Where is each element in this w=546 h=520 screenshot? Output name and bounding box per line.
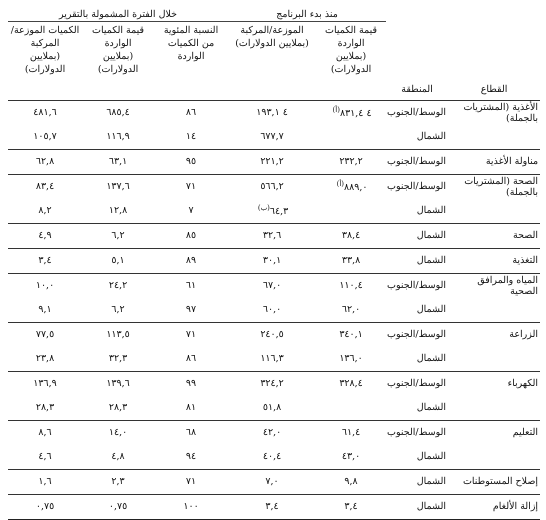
cell-percent-text: ٨٥ [185,230,197,241]
cell-received-text: ٢٣٢,٢ [339,156,363,167]
footnote-marker: (أ) [336,179,345,188]
header-line: (بملايين [29,51,61,62]
cell-region-text: الوسط/الجنوب [387,280,447,291]
cell-sector [448,322,540,347]
col-value-received-period [82,22,154,101]
cell-received-period-text: ١٤,٠ [108,427,128,438]
cell-received [316,100,386,125]
cell-percent [154,273,228,298]
cell-received-period [82,223,154,248]
cell-distributed-period [8,100,82,125]
cell-region-text: الشمال [416,304,447,315]
cell-sector [448,420,540,445]
cell-region-text: الشمال [416,476,447,487]
cell-distributed [228,149,316,174]
cell-received-period-text: ٢٤,٢ [108,280,128,291]
cell-sector [448,199,540,224]
cell-distributed-text: ٢٤٠,٥ [260,329,284,340]
cell-region [386,371,448,396]
cell-received [316,125,386,150]
cell-region-text: الشمال [416,230,447,241]
cell-distributed-period [8,469,82,494]
cell-sector-text: الصحة [513,230,539,241]
cell-percent [154,347,228,372]
cell-distributed-period-text: ٢٨,٣ [35,402,55,413]
cell-received-period [82,248,154,273]
cell-region [386,199,448,224]
cell-percent-text: ٨٦ [185,353,197,364]
cell-distributed-period [8,322,82,347]
cell-percent [154,174,228,199]
cell-sector-text: مناولة الأغذية [485,156,539,167]
cell-received [316,347,386,372]
cell-percent-text: ٦١ [185,280,197,291]
column-header-row [8,22,540,101]
cell-received-period-text: ٥,١ [111,255,125,266]
cell-region-text: الوسط/الجنوب [387,378,447,389]
cell-received [316,149,386,174]
cell-sector-text: التغذية [512,255,539,266]
group-header-reporting: خلال الفترة المشمولة بالتقرير [8,2,228,22]
cell-received-period-text: ٢,٣ [111,476,125,487]
cell-distributed-period [8,199,82,224]
cell-percent [154,396,228,421]
cell-region [386,273,448,298]
table-row [8,149,540,174]
cell-distributed [228,223,316,248]
cell-distributed-text: ٣٢٤,٢ [260,378,284,389]
cell-distributed-text: ٦٧,٠ [262,280,282,291]
cell-received [316,494,386,519]
table-row [8,396,540,421]
cell-distributed [228,494,316,519]
cell-distributed-period-text: ٧٧,٥ [35,329,55,340]
cell-percent-text: ٩٤ [185,451,197,462]
col-percent [154,22,228,101]
cell-percent [154,223,228,248]
cell-percent [154,100,228,125]
cell-sector-text: الكهرباء [507,378,539,389]
cell-sector-text: الزراعة [509,329,539,340]
cell-received-period-text: ٣٢,٣ [108,353,128,364]
cell-received [316,445,386,470]
cell-region-text: الشمال [416,131,447,142]
cell-received [316,396,386,421]
cell-region [386,494,448,519]
cell-received-period [82,298,154,323]
header-line: الواردة [337,38,365,49]
cell-region [386,174,448,199]
cell-region [386,100,448,125]
header-line: قيمة الكميات [325,25,378,36]
cell-received-period-text: ١١٣,٥ [106,329,130,340]
cell-distributed [228,199,316,224]
cell-region-text: الوسط/الجنوب [387,107,447,118]
table-row [8,494,540,519]
cell-received-text: ٣٢٨,٤ [339,378,363,389]
cell-received-text: ٣,٤ [344,501,358,512]
header-line: النسبة المئوية [163,25,219,36]
cell-percent-text: ١٤ [185,131,197,142]
cell-distributed [228,469,316,494]
cell-distributed-text: ٦٧٧,٧ [260,131,284,142]
cell-distributed-period-text: ١٠٥,٧ [33,131,57,142]
table-row [8,100,540,125]
cell-received-period [82,469,154,494]
table-row [8,445,540,470]
cell-distributed-period-text: ٣,٤ [38,255,52,266]
table-row [8,371,540,396]
col-distributed-period [8,22,82,101]
cell-region-text: الشمال [416,205,447,216]
cell-received-period-text: ٠,٧٥ [108,501,128,512]
cell-distributed-period [8,347,82,372]
cell-region [386,445,448,470]
cell-received-text: ٤ ٨٣١,٤ [339,108,372,120]
cell-distributed-text: ٤ ١٩٣,١ [256,107,288,118]
cell-received [316,248,386,273]
cell-region [386,149,448,174]
cell-distributed-period [8,396,82,421]
cell-distributed-text: ٦٤,٣ [269,206,289,218]
cell-received-period [82,100,154,125]
cell-region [386,420,448,445]
cell-percent [154,371,228,396]
cell-sector [448,469,540,494]
header-line: المركبة [30,38,60,49]
table-row [8,199,540,224]
table-row [8,223,540,248]
cell-region-text: الوسط/الجنوب [387,329,447,340]
table-row [8,420,540,445]
group-header-program: منذ بدء البرنامج [228,2,386,22]
cell-distributed-period-text: ٨,٢ [38,205,52,216]
cell-distributed-period [8,248,82,273]
cell-percent-text: ٧١ [185,181,197,192]
cell-received-period [82,174,154,199]
cell-percent [154,298,228,323]
header-line: (بملايين [335,51,367,62]
cell-received-period [82,420,154,445]
cell-sector [448,347,540,372]
cell-received-text: ٣٤٠,١ [339,329,363,340]
table-row [8,469,540,494]
cell-percent [154,469,228,494]
cell-received-text: ٣٨,٤ [341,230,361,241]
cell-sector [448,100,540,125]
cell-distributed-period [8,149,82,174]
cell-distributed-period-text: ٦٢,٨ [35,156,55,167]
cell-distributed-period-text: ١٠,٠ [35,280,55,291]
col-region: المنطقة [401,83,433,95]
cell-distributed [228,273,316,298]
cell-distributed-text: ٣٠,١ [262,255,282,266]
cell-distributed [228,396,316,421]
cell-received-text: ٤٣,٠ [341,451,361,462]
col-value-received [316,22,386,101]
cell-sector [448,125,540,150]
cell-received-period-text: ٤,٨ [111,451,125,462]
table-row [8,322,540,347]
cell-sector [448,298,540,323]
cell-sector [448,174,540,199]
cell-received [316,273,386,298]
cell-received-period [82,125,154,150]
cell-distributed [228,420,316,445]
cell-received-period-text: ٦٣,١ [108,156,128,167]
table-row [8,248,540,273]
header-line: (بملايين الدولارات) [235,38,309,49]
cell-received-period [82,494,154,519]
cell-sector-text: الأغذية (المشتريات بالجملة) [463,101,539,124]
cell-distributed-period-text: ٨٣,٤ [35,181,55,192]
cell-percent-text: ٧١ [185,476,197,487]
cell-received [316,298,386,323]
header-line: قيمة الكميات [92,25,145,36]
cell-distributed-period [8,174,82,199]
cell-sector-text: الصحة (المشتريات بالجملة) [464,175,539,198]
cell-region-text: الشمال [416,402,447,413]
cell-distributed-period-text: ٨,٦ [38,427,52,438]
cell-received-period-text: ٦,٢ [111,304,125,315]
cell-region-text: الشمال [416,255,447,266]
cell-percent [154,445,228,470]
cell-received-text: ٩,٨ [344,476,358,487]
cell-received [316,322,386,347]
cell-received-period [82,149,154,174]
cell-distributed-period [8,445,82,470]
cell-received-period [82,347,154,372]
cell-received-period-text: ١٣٩,٦ [106,378,130,389]
cell-received [316,469,386,494]
cell-region [386,248,448,273]
cell-sector [448,273,540,298]
cell-distributed-text: ٤٢,٠ [262,427,282,438]
cell-percent [154,420,228,445]
cell-distributed-period-text: ٠,٧٥ [35,501,55,512]
cell-sector [448,494,540,519]
cell-percent-text: ٩٧ [185,304,197,315]
footnote-marker: (ب) [257,203,270,212]
cell-distributed-period-text: ٤,٩ [38,230,52,241]
cell-distributed-text: ٣,٤ [265,501,279,512]
cell-distributed-text: ٦٠,٠ [262,304,282,315]
cell-distributed-text: ٧,٠ [265,476,279,487]
cell-sector-text: إزالة الألغام [492,501,539,512]
cell-region [386,469,448,494]
header-line: الدولارات) [330,64,372,75]
cell-distributed-period [8,273,82,298]
cell-percent-text: ٧ [188,205,194,216]
cell-distributed-period [8,420,82,445]
cell-received-period-text: ١٣٧,٦ [106,181,130,192]
cell-region [386,125,448,150]
footnote-marker: (أ) [332,105,340,114]
cell-received-period [82,199,154,224]
cell-distributed [228,347,316,372]
cell-distributed [228,248,316,273]
sector-table [8,2,540,520]
cell-received-period-text: ٦٨٥,٤ [106,107,130,118]
cell-received-text: ٦٢,٠ [341,304,361,315]
cell-distributed-period [8,223,82,248]
cell-percent-text: ٩٥ [185,156,197,167]
cell-distributed-text: ٣٢,٦ [262,230,282,241]
cell-sector [448,149,540,174]
cell-percent [154,494,228,519]
cell-distributed-period [8,298,82,323]
cell-percent [154,199,228,224]
cell-sector [448,371,540,396]
cell-sector [448,396,540,421]
table-row [8,298,540,323]
table-row [8,125,540,150]
cell-received [316,371,386,396]
cell-received-period [82,273,154,298]
cell-sector [448,445,540,470]
cell-received [316,420,386,445]
cell-region-text: الوسط/الجنوب [387,427,447,438]
cell-distributed [228,371,316,396]
cell-region-text: الوسط/الجنوب [387,156,447,167]
cell-received-period-text: ٦,٢ [111,230,125,241]
cell-sector-text: إصلاح المستوطنات [462,476,539,487]
cell-received-period [82,445,154,470]
cell-distributed-period-text: ١,٦ [38,476,52,487]
col-distributed [228,22,316,101]
cell-distributed-period-text: ٢٣,٨ [35,353,55,364]
cell-sector-text: المياه والمرافق الصحية [477,274,539,297]
cell-received-period [82,371,154,396]
table-row [8,347,540,372]
cell-received-text: ١٣٦,٠ [339,353,363,364]
cell-region [386,298,448,323]
cell-distributed [228,298,316,323]
header-line: الدولارات) [24,64,66,75]
cell-distributed [228,322,316,347]
group-header-row [8,2,540,22]
cell-percent-text: ٦٨ [185,427,197,438]
cell-distributed-text: ٤٠,٤ [262,451,282,462]
cell-received-text: ١١٠,٤ [339,280,363,291]
cell-region-text: الشمال [416,353,447,364]
header-line: الكميات الموزعة/ [10,25,80,36]
cell-distributed-text: ١١٦,٣ [260,353,284,364]
cell-region [386,223,448,248]
table-row [8,273,540,298]
cell-percent-text: ٧١ [185,329,197,340]
cell-distributed-period-text: ٩,١ [38,304,52,315]
cell-received-text: ٣٣,٨ [341,255,361,266]
cell-distributed [228,100,316,125]
header-line: الدولارات) [97,64,139,75]
header-line: من الكميات [167,38,215,49]
header-line: (بملايين [102,51,134,62]
cell-distributed [228,445,316,470]
cell-region [386,396,448,421]
cell-region-text: الوسط/الجنوب [387,181,447,192]
cell-region-text: الشمال [416,451,447,462]
cell-region-text: الشمال [416,501,447,512]
cell-received [316,174,386,199]
cell-received-period-text: ١١٦,٩ [106,131,130,142]
cell-distributed-text: ٥١,٨ [262,402,282,413]
cell-distributed-text: ٥٦٦,٢ [260,181,284,192]
cell-percent-text: ٩٩ [185,378,197,389]
col-sector: القطاع [480,83,508,95]
cell-distributed [228,174,316,199]
cell-percent-text: ١٠٠ [183,501,199,512]
cell-received-period-text: ٢٨,٣ [108,402,128,413]
cell-sector-text: التعليم [512,427,539,438]
cell-distributed-period [8,371,82,396]
cell-percent [154,322,228,347]
header-line: الواردة [104,38,132,49]
cell-percent-text: ٨١ [185,402,197,413]
cell-distributed-period-text: ٤,٦ [38,451,52,462]
cell-region [386,322,448,347]
header-line: الموزعة/المركبة [240,25,304,36]
cell-distributed-period-text: ٤٨١,٦ [33,107,57,118]
table-row [8,174,540,199]
cell-distributed-period [8,494,82,519]
cell-received [316,223,386,248]
cell-received-period [82,322,154,347]
cell-received-period [82,396,154,421]
cell-distributed-period-text: ١٣٦,٩ [33,378,57,389]
cell-percent [154,248,228,273]
cell-percent [154,125,228,150]
cell-received-period-text: ١٢,٨ [108,205,128,216]
cell-distributed-period [8,125,82,150]
cell-region [386,347,448,372]
cell-percent [154,149,228,174]
cell-distributed [228,125,316,150]
header-line: الواردة [177,51,205,62]
cell-received-text: ٦١,٤ [341,427,361,438]
cell-sector [448,248,540,273]
cell-sector [448,223,540,248]
cell-percent-text: ٨٩ [185,255,197,266]
cell-received [316,199,386,224]
cell-received-text: ٨٨٩,٠ [344,182,368,194]
cell-percent-text: ٨٦ [185,107,197,118]
cell-distributed-text: ٢٢١,٢ [260,156,284,167]
table-body [8,100,540,519]
